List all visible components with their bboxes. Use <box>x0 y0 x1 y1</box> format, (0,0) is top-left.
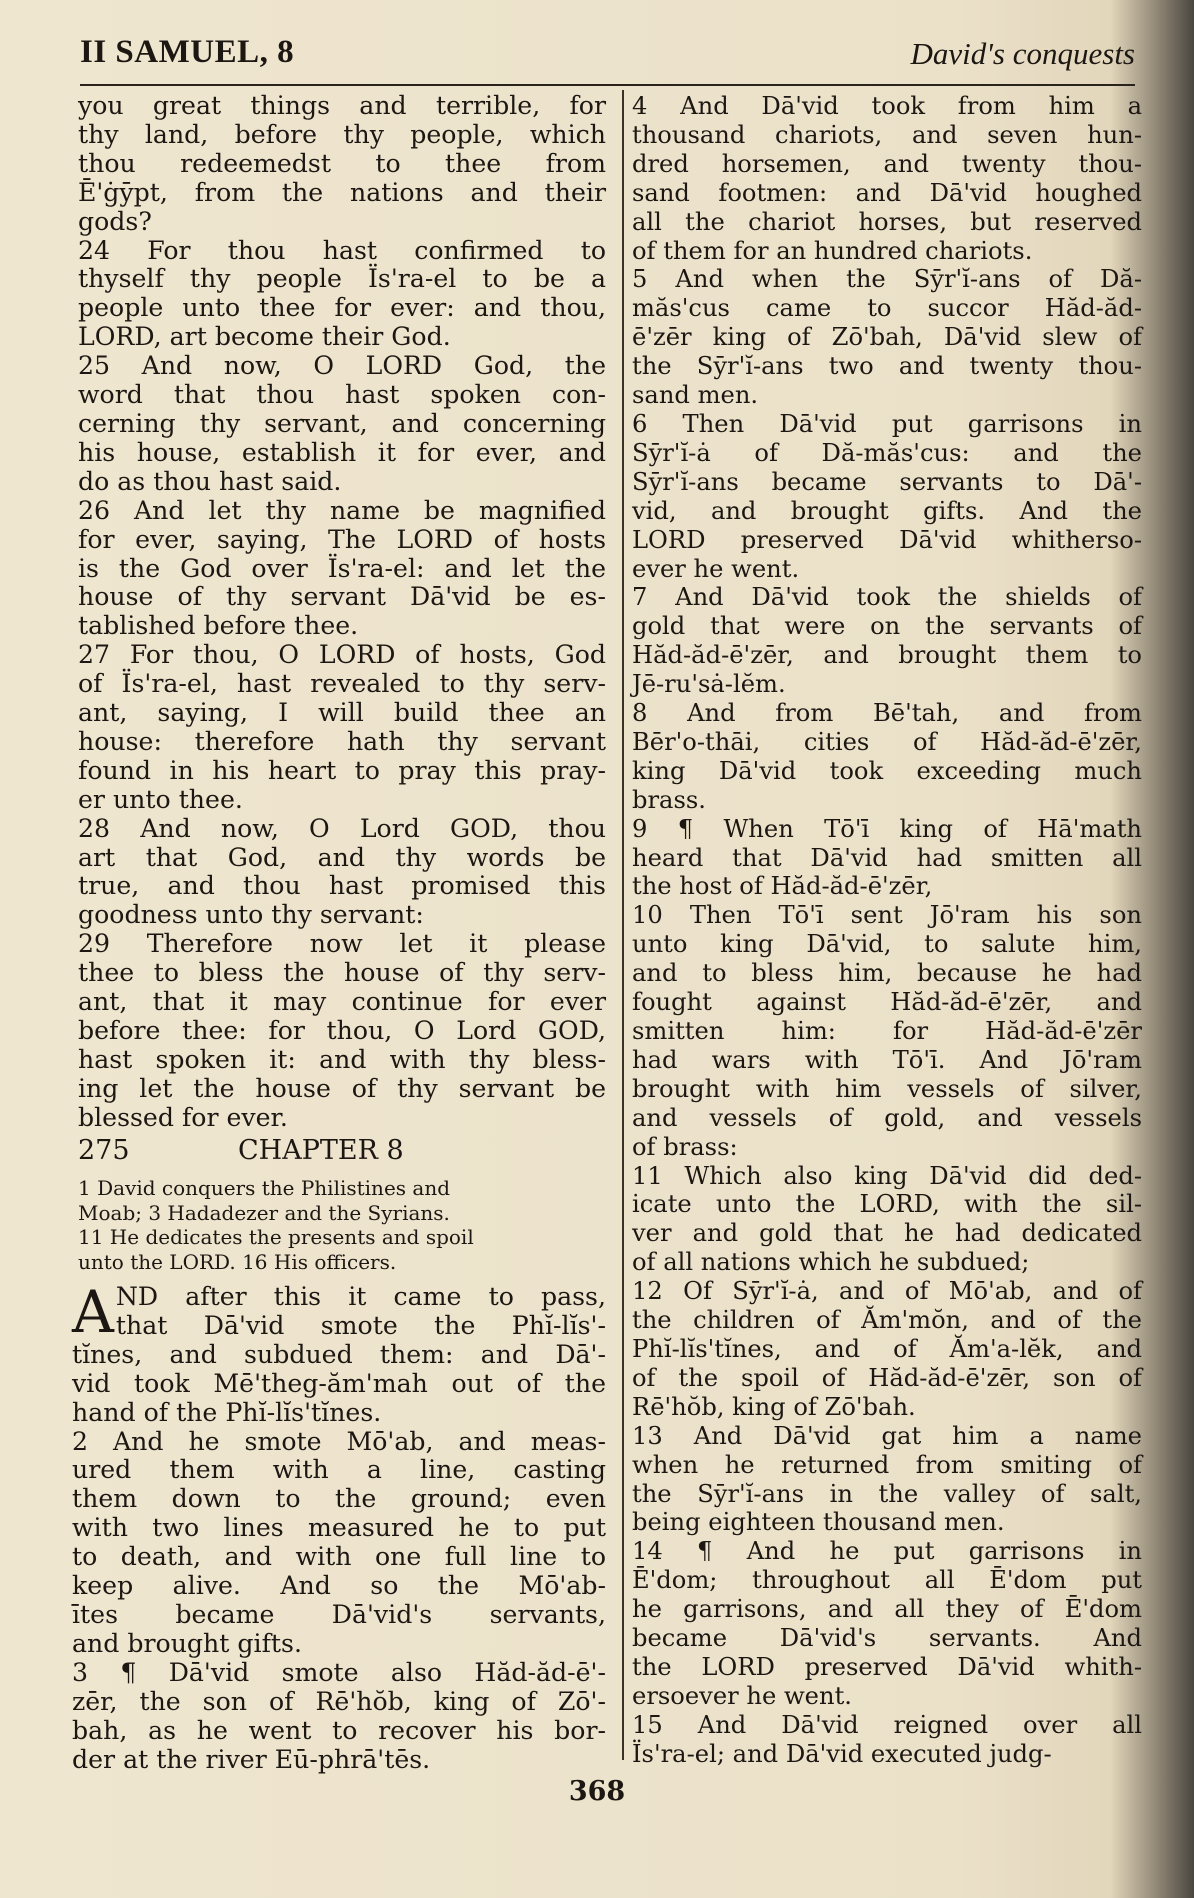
verse-line: gold that were on the servants of <box>632 612 1142 641</box>
right-column <box>632 92 1142 1769</box>
verse-line: gods? <box>78 206 152 236</box>
verse-line: sand footmen: and Dā'vid houghed <box>632 178 1142 207</box>
verse-line: Rē'hŏb, king of Zō'bah. <box>632 1392 916 1421</box>
verse-line: LORD preserved Dā'vid whitherso- <box>632 525 1142 554</box>
verse-line: them down to the ground; even <box>72 1484 606 1514</box>
verse-line: ersoever he went. <box>632 1681 852 1710</box>
verse-line: 6 Then Dā'vid put garrisons in <box>632 409 1142 438</box>
chapter-title: CHAPTER 8 <box>238 1135 404 1166</box>
verse-line: hand of the Phĭ-lĭs'tĭnes. <box>72 1397 382 1427</box>
verse-line: 9 ¶ When Tō'ī king of Hā'math <box>632 814 1142 843</box>
verse-line: 28 And now, O Lord GOD, thou <box>78 813 606 843</box>
verse-line: smitten him: for Hăd-ăd-ē'zēr <box>632 1017 1142 1045</box>
verse-line: heard that Dā'vid had smitten all <box>632 843 1142 872</box>
drop-cap: A <box>72 1278 114 1346</box>
verse-line: of the spoil of Hăd-ăd-ē'zēr, son of <box>632 1363 1142 1392</box>
verse-line: 7 And Dā'vid took the shields of <box>632 583 1142 612</box>
verse-line: 12 Of Sȳr'ĭ-ȧ, and of Mō'ab, and of <box>632 1277 1142 1306</box>
verse-line: Ē'dom; throughout all Ē'dom put <box>632 1566 1142 1595</box>
verse-line: fought against Hăd-ăd-ē'zēr, and <box>632 988 1142 1017</box>
verse-line: 4 And Dā'vid took from him a <box>632 92 1142 120</box>
verse-line: king Dā'vid took exceeding much <box>632 756 1142 785</box>
verse-line: ever he went. <box>632 554 800 583</box>
verse-line: goodness unto thy servant: <box>78 900 424 930</box>
verse-line: the LORD preserved Dā'vid whith- <box>632 1652 1142 1681</box>
verse-line: being eighteen thousand men. <box>632 1508 1005 1537</box>
summary-line: unto the LORD. 16 His officers. <box>78 1249 397 1274</box>
verse-line: thousand chariots, and seven hun- <box>632 120 1142 149</box>
verse-line: 14 ¶ And he put garrisons in <box>632 1537 1142 1566</box>
verse-line: icate unto the LORD, with the sil- <box>632 1190 1142 1219</box>
verse-line: of brass: <box>632 1132 738 1161</box>
verse-line: 3 ¶ Dā'vid smote also Hăd-ăd-ē'- <box>72 1657 606 1687</box>
verse-line: and vessels of gold, and vessels <box>632 1103 1142 1132</box>
verse-line: all the chariot horses, but reserved <box>632 207 1142 236</box>
verse-line: LORD, art become their God. <box>78 322 451 352</box>
verse-line: had wars with Tō'ī. And Jō'ram <box>632 1045 1142 1074</box>
book-chapter-heading: II SAMUEL, 8 <box>80 34 295 70</box>
verse-line: his house, establish it for ever, and <box>78 437 606 467</box>
verse-line: Ïs'ra-el; and Dā'vid executed judg- <box>632 1739 1052 1768</box>
verse-line: 11 Which also king Dā'vid did ded- <box>632 1161 1142 1190</box>
verse-line: Phĭ-lĭs'tĭnes, and of Ăm'a-lĕk, and <box>632 1334 1142 1363</box>
verse-line: ant, that it may continue for ever <box>78 987 606 1017</box>
running-title: David's conquests <box>910 36 1135 71</box>
verse-line: tablished before thee. <box>78 611 359 641</box>
verse-line: blessed for ever. <box>78 1102 288 1132</box>
verse-line: before thee: for thou, O Lord GOD, <box>78 1016 606 1045</box>
verse-line: brass. <box>632 785 706 814</box>
verse-line: ver and gold that he had dedicated <box>632 1219 1142 1248</box>
verse-line: ND after this it came to pass, <box>115 1282 606 1311</box>
verse-line: people unto thee for ever: and thou, <box>78 293 606 323</box>
page-header <box>80 30 1135 82</box>
verse-line: 27 For thou, O LORD of hosts, God <box>78 640 606 670</box>
verse-line: 15 And Dā'vid reigned over all <box>632 1710 1142 1739</box>
verse-line: 29 Therefore now let it please <box>78 929 606 959</box>
verse-line: 24 For thou hast confirmed to <box>78 235 606 265</box>
verse-line: hast spoken it: and with thy bless- <box>78 1044 606 1074</box>
verse-line: thee to bless the house of thy serv- <box>78 958 606 988</box>
verse-line: 26 And let thy name be magnified <box>78 495 606 525</box>
page-number: 368 <box>568 1776 626 1807</box>
chapter-opening-text <box>72 1278 606 1774</box>
verse-line: is the God over Ïs'ra-el: and let the <box>78 553 606 583</box>
verse-line: ing let the house of thy servant be <box>78 1073 606 1103</box>
verse-line: the children of Ăm'mŏn, and of the <box>632 1306 1142 1335</box>
verse-line: the host of Hăd-ăd-ē'zēr, <box>632 872 933 901</box>
verse-line: 5 And when the Sȳr'ĭ-ans of Dă- <box>632 265 1142 294</box>
verse-line: house: therefore hath thy servant <box>78 726 606 756</box>
verse-line: sand men. <box>632 381 759 410</box>
verse-line: ant, saying, I will build thee an <box>78 698 606 728</box>
verse-line: thou redeemedst to thee from <box>78 148 606 178</box>
verse-line: he garrisons, and all they of Ē'dom <box>632 1595 1142 1624</box>
left-column-top <box>78 92 606 1133</box>
verse-line: 25 And now, O LORD God, the <box>78 351 606 381</box>
verse-line: cerning thy servant, and concerning <box>78 408 606 438</box>
verse-line: Sȳr'ĭ-ans became servants to Dā'- <box>632 467 1142 496</box>
header-rule <box>80 84 1135 86</box>
verse-line: of them for an hundred chariots. <box>632 236 1033 265</box>
verse-line: dred horsemen, and twenty thou- <box>632 149 1142 178</box>
summary-line: 11 He dedicates the presents and spoil <box>78 1225 474 1249</box>
verse-line: for ever, saying, The LORD of hosts <box>78 524 606 554</box>
verse-line: brought with him vessels of silver, <box>632 1074 1142 1103</box>
verse-line: thy land, before thy people, which <box>78 119 606 149</box>
verse-line: ē'zēr king of Zō'bah, Dā'vid slew of <box>632 323 1142 352</box>
verse-line: er unto thee. <box>78 784 243 814</box>
verse-line: the Sȳr'ĭ-ans in the valley of salt, <box>632 1479 1142 1508</box>
summary-line: Moab; 3 Hadadezer and the Syrians. <box>78 1200 450 1225</box>
verse-line: tĭnes, and subdued them: and Dā'- <box>72 1339 606 1369</box>
verse-line: of all nations which he subdued; <box>632 1248 1030 1277</box>
verse-line: to death, and with one full line to <box>72 1542 606 1572</box>
verse-line: of Ïs'ra-el, hast revealed to thy serv- <box>78 669 606 699</box>
verse-line: 8 And from Bē'tah, and from <box>632 699 1142 728</box>
verse-line: you great things and terrible, for <box>78 91 606 120</box>
chapter-verse-number: 275 <box>78 1135 130 1166</box>
chapter-heading <box>78 1135 606 1171</box>
verse-line: the Sȳr'ĭ-ans two and twenty thou- <box>632 352 1142 381</box>
verse-line: bah, as he went to recover his bor- <box>72 1715 606 1745</box>
verse-line: and to bless him, because he had <box>632 959 1142 988</box>
verse-line: Ē'ġȳpt, from the nations and their <box>78 177 606 207</box>
verse-line: der at the river Eū-phrā'tēs. <box>72 1744 431 1774</box>
summary-line: 1 David conquers the Philistines and <box>78 1176 451 1200</box>
verse-line: unto king Dā'vid, to salute him, <box>632 930 1142 959</box>
verse-line: art that God, and thy words be <box>78 842 606 872</box>
verse-line: do as thou hast said. <box>78 466 342 496</box>
column-divider <box>622 90 624 1760</box>
verse-line: that Dā'vid smote the Phĭ-lĭs'- <box>115 1310 606 1340</box>
verse-line: found in his heart to pray this pray- <box>78 755 606 785</box>
verse-line: keep alive. And so the Mō'ab- <box>72 1571 606 1601</box>
verse-line: 2 And he smote Mō'ab, and meas- <box>72 1426 606 1456</box>
verse-line: Hăd-ăd-ē'zēr, and brought them to <box>632 641 1142 670</box>
verse-line: vid took Mē'theg-ăm'mah out of the <box>72 1368 606 1398</box>
verse-line: vid, and brought gifts. And the <box>632 496 1142 525</box>
verse-line: house of thy servant Dā'vid be es- <box>78 582 606 612</box>
verse-line: true, and thou hast promised this <box>78 871 606 901</box>
verse-line: Bēr'o-thāi, cities of Hăd-ăd-ē'zēr, <box>632 727 1142 756</box>
verse-line: with two lines measured he to put <box>72 1513 606 1543</box>
verse-line: Jē-ru'sȧ-lĕm. <box>632 670 786 699</box>
verse-line: zēr, the son of Rē'hŏb, king of Zō'- <box>72 1686 606 1716</box>
verse-line: Sȳr'ĭ-ȧ of Dă-măs'cus: and the <box>632 438 1142 467</box>
verse-line: and brought gifts. <box>72 1628 302 1658</box>
verse-line: thyself thy people Ïs'ra-el to be a <box>78 264 606 294</box>
verse-line: 10 Then Tō'ī sent Jō'ram his son <box>632 901 1142 930</box>
verse-line: word that thou hast spoken con- <box>78 380 606 410</box>
verse-line: 13 And Dā'vid gat him a name <box>632 1421 1142 1450</box>
verse-line: ured them with a line, casting <box>72 1455 606 1485</box>
verse-line: became Dā'vid's servants. And <box>632 1624 1142 1653</box>
verse-line: when he returned from smiting of <box>632 1450 1142 1479</box>
verse-line: măs'cus came to succor Hăd-ăd- <box>632 294 1142 323</box>
chapter-summary <box>78 1176 606 1274</box>
verse-line: ītes became Dā'vid's servants, <box>72 1599 606 1629</box>
